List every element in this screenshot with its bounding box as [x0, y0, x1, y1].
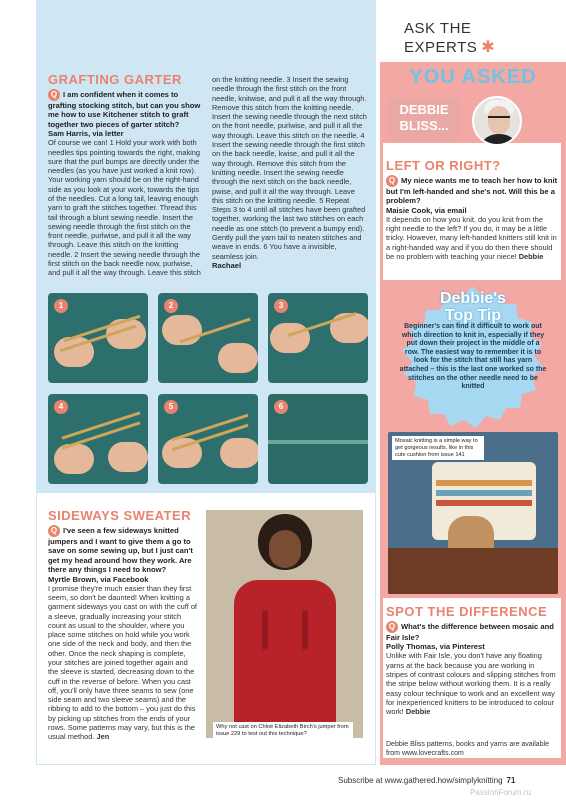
- spot-difference-heading: SPOT THE DIFFERENCE: [386, 604, 548, 619]
- mosaic-caption: Mosaic knitting is a simple way to get gorgeous results, like in this cute cushion from issue 141: [392, 436, 484, 460]
- step-number: 6: [274, 400, 288, 414]
- question-icon: Q: [48, 525, 60, 537]
- spot-difference-answer-text: Unlike with Fair Isle, you don't have any floating yarns at the back because you are working in stripes of contrast colours and slipping stitches from the stripe below without working them. It is a really easy colour technique to work and an excellent way for inexperienced knitters to be introduced to colour work!: [386, 651, 556, 717]
- top-tip-title-line2: Top Tip: [444, 307, 502, 324]
- grafting-article: [48, 72, 204, 278]
- grafting-column-2: [212, 75, 367, 270]
- avatar: [472, 96, 522, 146]
- step-photo: [48, 293, 148, 383]
- page-number: 71: [506, 776, 516, 785]
- watermark: PassionForum.ru: [470, 788, 531, 797]
- availability-note: Debbie Bliss patterns, books and yarns are available from www.lovecrafts.com: [386, 741, 550, 757]
- left-or-right-asker: Maisie Cook, via email: [386, 205, 467, 215]
- question-icon: Q: [48, 89, 60, 101]
- sideways-article: [48, 508, 200, 742]
- left-or-right-answer-text: It depends on how you knit, do you knit from the right needle to the left? If you do, it may be a little tricky. However, many left-handed knitters still knit in a right-handed way and if you do then there should be no problem with teaching your niece!: [386, 214, 557, 261]
- spot-difference-answer: [386, 651, 558, 716]
- tag-line-1: DEBBIE: [399, 102, 449, 117]
- tag-line-2: BLISS...: [399, 118, 449, 133]
- step-photo: [268, 394, 368, 484]
- sweater-photo: [206, 510, 363, 738]
- asterisk-icon: ✱: [481, 39, 496, 56]
- sideways-asker: Myrtle Brown, via Facebook: [48, 574, 149, 584]
- left-or-right-heading: LEFT OR RIGHT?: [386, 158, 501, 173]
- top-tip-body: Beginner's can find it difficult to work out which direction to knit in, especially if they put down their project in the middle of a row. The easiest way to remember it is to look for the stitch that still has yarn attached – this is the last one worked so the stitches on the other needle need to be knitted: [399, 323, 547, 391]
- section-header: [404, 20, 566, 57]
- step-number: 5: [164, 400, 178, 414]
- left-or-right-signoff: Debbie: [518, 252, 544, 261]
- left-or-right-answer: [386, 215, 558, 261]
- top-tip-title-line1: Debbie's: [439, 290, 507, 307]
- you-asked-title: YOU ASKED: [409, 66, 537, 88]
- step-number: 4: [54, 400, 68, 414]
- spot-difference-signoff: Debbie: [405, 707, 431, 717]
- step-number: 2: [164, 299, 178, 313]
- subscribe-line: [338, 776, 515, 785]
- grafting-asker: Sam Harris, via letter: [48, 129, 124, 139]
- spot-difference-question: What's the difference between mosaic and Fair Isle?: [386, 622, 554, 642]
- sideways-heading: SIDEWAYS SWEATER: [48, 508, 192, 523]
- grafting-answer-col2: on the knitting needle. 3 Insert the sewing needle through the first stitch on the front needle, knitwise, and pull it all the way through. Remove this stitch from the knitting needle. Insert the sewing needle through the next stitch on the front needle, purlwise, and pull it all the way through. Leave this stitch on the needle. 4 Insert the sewing needle through the first stitch on the back needle, kwise, and pull it all the way through. Remove this stitch from the knitting needle. Insert the sewing needle through the next stitch on the back needle, pwise, and pull it all the way through. Leave this stitch on the knitting needle. 5 Repeat Steps 3 to 4 until all stitches have been grafted together, working the last two stitches on each needle as one stitch (to prevent a bumpy end). Gently pull the yarn tail to neaten stitches and weave in ends. 6 You have a invisible, seamless join.: [212, 75, 367, 261]
- sweater-caption: Why not cast on Chloé Elizabeth Birch's jumper from issue 229 to test out this technique?: [213, 722, 353, 740]
- grafting-answer-col1: Of course we can! 1 Hold your work with both needles tips pointing towards the right, making sure that the purl bumps are directly under the needles (as you have just worked a knit row). Your working yarn should be on the right-hand side as you look at your work, towards the tips of the needles. Cut a long tail, leaving enough yarn to graft the stitches together. Thread this tail through a blunt sewing needle. Insert the sewing needle through the first stitch on the front needle, purlwise, and pull it all the way through. Leave this stitch on the knitting needle. 2 Insert the sewing needle through the first stitch on the back needle now, purlwise, and pull it all the way through. Leave this stitch: [48, 138, 201, 278]
- step-photo: [158, 293, 258, 383]
- sideways-answer-text: I promise they're much easier than they first seem, so don't be daunted! When knitting a garment sideways you cast on with the cuff of a sleeve, gradually increasing your stitch count as usual to the shoulder, where you place some stitches on hold while you work one side of the neck and body, and then the other. Once the neck shaping is complete, your stitches are joined together again and the sleeve is started, decreasing down to the cuff in the reverse of before. When you cast off, you'll only have three seams to sew (one side seam and two sleeve seams) and the ribbing to add to the bottom – you just do this by picking up stitches from the ends of your rows. Some patterns may vary, but this is the usual method.: [48, 583, 197, 742]
- question-icon: Q: [386, 175, 398, 187]
- section-title: ASK THE EXPERTS: [404, 20, 478, 56]
- sideways-question: I've seen a few sideways knitted jumpers and I want to give them a go to save on some sewing up, but I just can't get my head around how they work. Are there any things I need to know?: [48, 526, 193, 575]
- grafting-signoff: Rachael: [212, 260, 242, 270]
- step-number: 3: [274, 299, 288, 313]
- sideways-signoff: Jen: [96, 732, 110, 742]
- subscribe-text: Subscribe at www.gathered.how/simplyknitting: [338, 776, 503, 785]
- grafting-question: I am confident when it comes to grafting stocking stitch, but can you show me how to use Kitchener stitch to graft together two pieces of garter stitch?: [48, 90, 201, 129]
- sideways-answer: [48, 584, 200, 742]
- step-photo: [268, 293, 368, 383]
- left-or-right-article: [386, 158, 558, 261]
- grafting-heading: GRAFTING GARTER: [48, 72, 182, 87]
- step-photo: [48, 394, 148, 484]
- debbie-bliss-tag: [388, 98, 460, 140]
- spot-difference-asker: Polly Thomas, via Pinterest: [386, 642, 485, 652]
- spot-difference-article: [386, 604, 558, 716]
- step-number: 1: [54, 299, 68, 313]
- left-or-right-question: My niece wants me to teach her how to knit but I'm left-handed and she's not. Will this be a problem?: [386, 176, 558, 206]
- question-icon: Q: [386, 621, 398, 633]
- top-tip-title: [380, 290, 566, 324]
- step-photo: [158, 394, 258, 484]
